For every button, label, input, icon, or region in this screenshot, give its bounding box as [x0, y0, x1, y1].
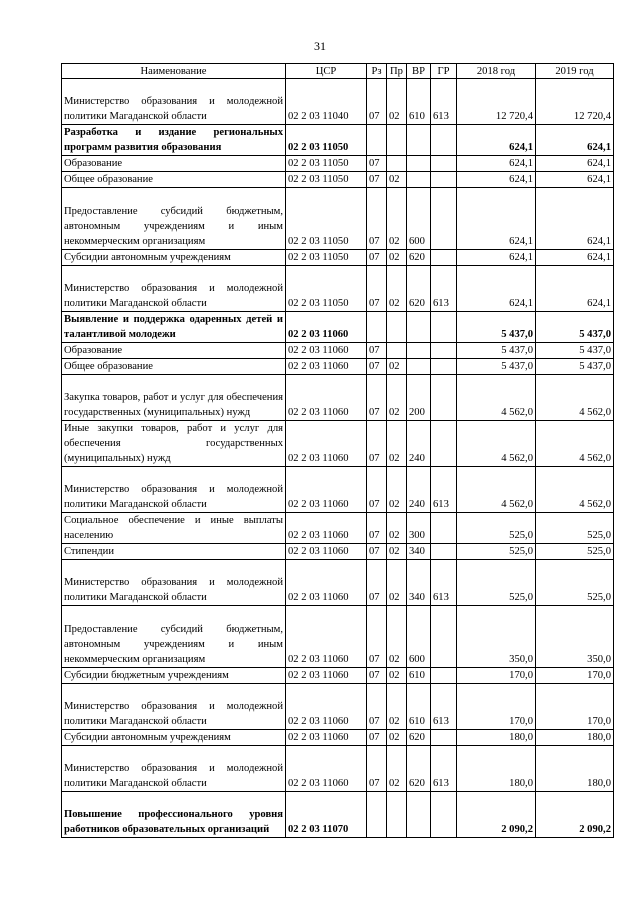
cell-2019: 170,0: [536, 668, 614, 684]
cell-gr: [431, 792, 457, 838]
column-header-vr: ВР: [407, 64, 431, 79]
cell-vr: 300: [407, 513, 431, 544]
cell-gr: [431, 172, 457, 188]
cell-gr: [431, 513, 457, 544]
column-header-2018: 2018 год: [457, 64, 536, 79]
cell-pr: 02: [387, 606, 407, 668]
cell-csr: 02 2 03 11060: [286, 544, 367, 560]
table-body: [62, 79, 614, 838]
cell-rz: 07: [367, 544, 387, 560]
budget-table: [61, 63, 614, 838]
cell-csr: 02 2 03 11060: [286, 560, 367, 606]
cell-gr: [431, 606, 457, 668]
cell-2018: 624,1: [457, 156, 536, 172]
cell-2018: 12 720,4: [457, 79, 536, 125]
cell-2019: 624,1: [536, 250, 614, 266]
cell-name: Министерство образования и молодежной политики Магаданской области: [62, 79, 286, 125]
cell-csr: 02 2 03 11060: [286, 343, 367, 359]
cell-2019: 624,1: [536, 188, 614, 250]
cell-csr: 02 2 03 11060: [286, 513, 367, 544]
cell-2019: 525,0: [536, 560, 614, 606]
cell-vr: [407, 156, 431, 172]
cell-name: Разработка и издание региональных программ развития образования: [62, 125, 286, 156]
cell-2018: 624,1: [457, 125, 536, 156]
cell-2019: 5 437,0: [536, 359, 614, 375]
cell-2018: 4 562,0: [457, 467, 536, 513]
cell-2019: 2 090,2: [536, 792, 614, 838]
column-header-csr: ЦСР: [286, 64, 367, 79]
cell-pr: 02: [387, 544, 407, 560]
cell-name: Предоставление субсидий бюджетным, автономным учреждениям и иным некоммерческим организациям: [62, 188, 286, 250]
cell-pr: [387, 343, 407, 359]
cell-name: Выявление и поддержка одаренных детей и талантливой молодежи: [62, 312, 286, 343]
cell-gr: 613: [431, 746, 457, 792]
cell-name: Образование: [62, 343, 286, 359]
cell-vr: 340: [407, 544, 431, 560]
cell-gr: [431, 544, 457, 560]
cell-2019: 5 437,0: [536, 343, 614, 359]
cell-vr: 610: [407, 668, 431, 684]
cell-rz: [367, 792, 387, 838]
cell-2018: 4 562,0: [457, 421, 536, 467]
cell-2019: 4 562,0: [536, 375, 614, 421]
cell-gr: [431, 359, 457, 375]
cell-vr: [407, 312, 431, 343]
cell-rz: 07: [367, 746, 387, 792]
cell-2019: 350,0: [536, 606, 614, 668]
cell-csr: 02 2 03 11050: [286, 250, 367, 266]
cell-gr: [431, 125, 457, 156]
cell-rz: [367, 312, 387, 343]
cell-pr: [387, 125, 407, 156]
cell-name: Предоставление субсидий бюджетным, автономным учреждениям и иным некоммерческим организациям: [62, 606, 286, 668]
cell-name: Общее образование: [62, 172, 286, 188]
cell-2019: 4 562,0: [536, 421, 614, 467]
column-header-name: Наименование: [62, 64, 286, 79]
table-row: [62, 359, 614, 375]
cell-pr: 02: [387, 266, 407, 312]
cell-vr: 620: [407, 266, 431, 312]
table-row: [62, 606, 614, 668]
table-row: [62, 79, 614, 125]
cell-rz: 07: [367, 421, 387, 467]
cell-vr: 620: [407, 250, 431, 266]
cell-2019: 180,0: [536, 746, 614, 792]
cell-pr: [387, 312, 407, 343]
cell-pr: 02: [387, 79, 407, 125]
cell-2019: 5 437,0: [536, 312, 614, 343]
column-header-rz: Рз: [367, 64, 387, 79]
cell-name: Повышение профессионального уровня работников образовательных организаций: [62, 792, 286, 838]
table-header-row: [62, 64, 614, 79]
table-row: [62, 156, 614, 172]
table-row: [62, 343, 614, 359]
cell-pr: 02: [387, 730, 407, 746]
cell-vr: 240: [407, 467, 431, 513]
cell-pr: 02: [387, 467, 407, 513]
cell-2018: 624,1: [457, 266, 536, 312]
cell-vr: [407, 172, 431, 188]
table-row: [62, 375, 614, 421]
cell-gr: [431, 375, 457, 421]
cell-pr: 02: [387, 746, 407, 792]
cell-2019: 624,1: [536, 156, 614, 172]
cell-vr: [407, 343, 431, 359]
cell-pr: 02: [387, 172, 407, 188]
cell-csr: 02 2 03 11060: [286, 467, 367, 513]
cell-csr: 02 2 03 11040: [286, 79, 367, 125]
cell-rz: 07: [367, 359, 387, 375]
cell-vr: [407, 125, 431, 156]
cell-rz: 07: [367, 343, 387, 359]
cell-csr: 02 2 03 11050: [286, 125, 367, 156]
cell-gr: 613: [431, 684, 457, 730]
cell-rz: 07: [367, 606, 387, 668]
table-row: [62, 544, 614, 560]
table-row: [62, 312, 614, 343]
table-row: [62, 668, 614, 684]
cell-rz: 07: [367, 730, 387, 746]
cell-pr: [387, 156, 407, 172]
table-row: [62, 172, 614, 188]
cell-vr: 240: [407, 421, 431, 467]
cell-pr: 02: [387, 188, 407, 250]
cell-csr: 02 2 03 11060: [286, 668, 367, 684]
cell-2019: 4 562,0: [536, 467, 614, 513]
cell-csr: 02 2 03 11070: [286, 792, 367, 838]
cell-2019: 180,0: [536, 730, 614, 746]
cell-gr: 613: [431, 79, 457, 125]
cell-2018: 5 437,0: [457, 359, 536, 375]
cell-rz: 07: [367, 266, 387, 312]
cell-2019: 12 720,4: [536, 79, 614, 125]
cell-rz: 07: [367, 668, 387, 684]
cell-rz: 07: [367, 467, 387, 513]
cell-2018: 2 090,2: [457, 792, 536, 838]
cell-name: Субсидии автономным учреждениям: [62, 250, 286, 266]
cell-csr: 02 2 03 11060: [286, 375, 367, 421]
cell-name: Министерство образования и молодежной политики Магаданской области: [62, 746, 286, 792]
table-row: [62, 513, 614, 544]
cell-2019: 525,0: [536, 513, 614, 544]
cell-csr: 02 2 03 11060: [286, 730, 367, 746]
cell-pr: 02: [387, 250, 407, 266]
cell-rz: 07: [367, 375, 387, 421]
cell-gr: [431, 312, 457, 343]
cell-rz: 07: [367, 560, 387, 606]
cell-vr: 620: [407, 730, 431, 746]
cell-name: Закупка товаров, работ и услуг для обеспечения государственных (муниципальных) нужд: [62, 375, 286, 421]
cell-pr: 02: [387, 375, 407, 421]
table-row: [62, 250, 614, 266]
table-row: [62, 266, 614, 312]
cell-2019: 525,0: [536, 544, 614, 560]
cell-2019: 624,1: [536, 172, 614, 188]
page-number: 31: [314, 39, 326, 53]
cell-pr: 02: [387, 684, 407, 730]
cell-csr: 02 2 03 11060: [286, 421, 367, 467]
cell-pr: 02: [387, 421, 407, 467]
cell-2018: 5 437,0: [457, 343, 536, 359]
cell-gr: [431, 343, 457, 359]
cell-name: Образование: [62, 156, 286, 172]
cell-csr: 02 2 03 11060: [286, 359, 367, 375]
table-row: [62, 792, 614, 838]
cell-csr: 02 2 03 11060: [286, 606, 367, 668]
cell-csr: 02 2 03 11060: [286, 684, 367, 730]
cell-name: Министерство образования и молодежной политики Магаданской области: [62, 560, 286, 606]
cell-rz: 07: [367, 188, 387, 250]
cell-gr: [431, 156, 457, 172]
cell-vr: 200: [407, 375, 431, 421]
column-header-pr: Пр: [387, 64, 407, 79]
cell-gr: [431, 730, 457, 746]
table-row: [62, 730, 614, 746]
cell-name: Стипендии: [62, 544, 286, 560]
cell-2018: 525,0: [457, 513, 536, 544]
cell-gr: 613: [431, 266, 457, 312]
cell-2019: 170,0: [536, 684, 614, 730]
cell-vr: 610: [407, 79, 431, 125]
cell-2019: 624,1: [536, 125, 614, 156]
cell-csr: 02 2 03 11050: [286, 188, 367, 250]
cell-pr: 02: [387, 359, 407, 375]
cell-vr: 600: [407, 606, 431, 668]
cell-gr: 613: [431, 467, 457, 513]
cell-csr: 02 2 03 11060: [286, 312, 367, 343]
table-row: [62, 560, 614, 606]
cell-gr: [431, 188, 457, 250]
cell-2018: 180,0: [457, 730, 536, 746]
column-header-2019: 2019 год: [536, 64, 614, 79]
cell-2018: 4 562,0: [457, 375, 536, 421]
table-row: [62, 467, 614, 513]
cell-csr: 02 2 03 11060: [286, 746, 367, 792]
cell-2018: 350,0: [457, 606, 536, 668]
cell-gr: [431, 250, 457, 266]
cell-gr: 613: [431, 560, 457, 606]
cell-2018: 624,1: [457, 250, 536, 266]
cell-pr: 02: [387, 513, 407, 544]
cell-name: Субсидии автономным учреждениям: [62, 730, 286, 746]
cell-vr: [407, 359, 431, 375]
cell-name: Субсидии бюджетным учреждениям: [62, 668, 286, 684]
cell-vr: [407, 792, 431, 838]
cell-pr: 02: [387, 560, 407, 606]
cell-2018: 624,1: [457, 172, 536, 188]
cell-name: Иные закупки товаров, работ и услуг для обеспечения государственных (муниципальных) нужд: [62, 421, 286, 467]
cell-vr: 600: [407, 188, 431, 250]
cell-name: Министерство образования и молодежной политики Магаданской области: [62, 684, 286, 730]
cell-rz: 07: [367, 156, 387, 172]
cell-csr: 02 2 03 11050: [286, 266, 367, 312]
cell-vr: 610: [407, 684, 431, 730]
column-header-gr: ГР: [431, 64, 457, 79]
cell-vr: 340: [407, 560, 431, 606]
cell-csr: 02 2 03 11050: [286, 156, 367, 172]
cell-gr: [431, 668, 457, 684]
table-row: [62, 125, 614, 156]
cell-csr: 02 2 03 11050: [286, 172, 367, 188]
cell-gr: [431, 421, 457, 467]
cell-rz: 07: [367, 172, 387, 188]
cell-pr: 02: [387, 668, 407, 684]
cell-2018: 180,0: [457, 746, 536, 792]
cell-name: Министерство образования и молодежной политики Магаданской области: [62, 467, 286, 513]
cell-name: Социальное обеспечение и иные выплаты населению: [62, 513, 286, 544]
cell-vr: 620: [407, 746, 431, 792]
cell-rz: 07: [367, 513, 387, 544]
cell-2019: 624,1: [536, 266, 614, 312]
cell-2018: 170,0: [457, 684, 536, 730]
table-row: [62, 684, 614, 730]
table-row: [62, 746, 614, 792]
table-row: [62, 421, 614, 467]
cell-name: Министерство образования и молодежной политики Магаданской области: [62, 266, 286, 312]
cell-rz: 07: [367, 684, 387, 730]
cell-rz: 07: [367, 79, 387, 125]
cell-rz: [367, 125, 387, 156]
cell-2018: 525,0: [457, 560, 536, 606]
cell-2018: 525,0: [457, 544, 536, 560]
cell-2018: 170,0: [457, 668, 536, 684]
cell-2018: 624,1: [457, 188, 536, 250]
cell-name: Общее образование: [62, 359, 286, 375]
cell-2018: 5 437,0: [457, 312, 536, 343]
cell-rz: 07: [367, 250, 387, 266]
cell-pr: [387, 792, 407, 838]
table-row: [62, 188, 614, 250]
